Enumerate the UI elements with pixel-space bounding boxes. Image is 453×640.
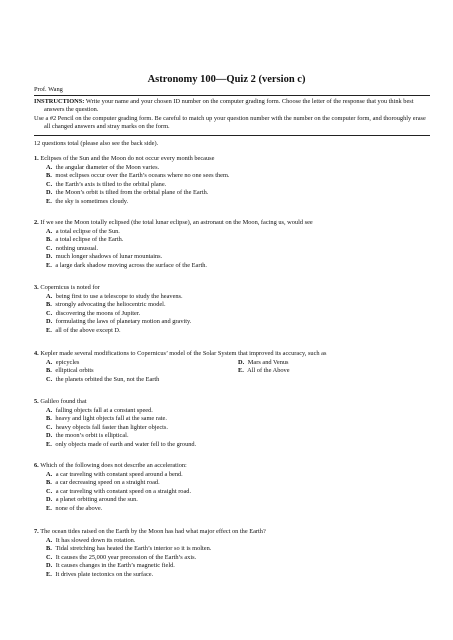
answer-option — [34, 432, 430, 441]
option-letter: D. — [46, 432, 53, 440]
option-letter: D. — [46, 189, 53, 197]
answer-option-row — [34, 367, 430, 376]
option-text: a total eclipse of the Sun. — [55, 227, 120, 235]
answer-option — [34, 301, 430, 310]
page-title: Astronomy 100—Quiz 2 (version c) — [147, 74, 306, 85]
option-text: It causes changes in the Earth’s magnetic field. — [55, 562, 175, 570]
question-number: 6. — [34, 462, 39, 469]
answer-option — [34, 424, 430, 433]
option-letter: E. — [46, 197, 52, 205]
option-text: nothing unusual. — [55, 244, 99, 252]
answer-option — [34, 164, 430, 173]
option-text: the Earth’s axis is tilted to the orbital plane. — [55, 180, 167, 188]
question-stem — [34, 155, 430, 164]
option-letter: A. — [46, 292, 53, 300]
answer-option — [34, 488, 430, 497]
bottom-rule — [34, 135, 430, 136]
answer-option — [34, 236, 430, 245]
option-text: formulating the laws of planetary motion and gravity. — [55, 318, 192, 326]
total-note: 12 questions total (please also see the back side). — [34, 140, 159, 147]
question-text: Galileo found that — [40, 398, 87, 405]
option-text: Mars and Venus — [247, 358, 289, 366]
option-text: being first to use a telescope to study the heavens. — [55, 292, 183, 300]
option-letter: B. — [46, 415, 52, 423]
option-letter: E. — [46, 326, 52, 334]
option-letter: A. — [46, 227, 53, 235]
option-letter: B. — [46, 367, 52, 375]
question-stem — [34, 462, 430, 471]
option-text: heavy objects fall faster than lighter objects. — [55, 423, 168, 431]
option-letter: D. — [46, 253, 53, 261]
answer-option — [34, 471, 430, 480]
option-letter: B. — [46, 545, 52, 553]
option-letter: E. — [46, 570, 52, 578]
instructions-line-2: Use a #2 Pencil on the computer grading form. Be careful to match up your question number with the number on the computer form, and thoroughly erase all changed answers and stray marks on the form. — [34, 114, 426, 131]
answer-option — [34, 262, 430, 271]
option-text: a car decreasing speed on a straight road. — [55, 479, 160, 487]
question-stem — [34, 284, 430, 293]
answer-option — [34, 537, 430, 546]
top-rule — [34, 95, 430, 96]
question-text: Which of the following does not describe an acceleration: — [40, 462, 187, 469]
option-text: the Moon’s orbit is tilted from the orbital plane of the Earth. — [55, 189, 209, 197]
answer-option — [34, 318, 430, 327]
answer-option — [34, 407, 430, 416]
question-number: 3. — [34, 284, 39, 291]
question-number: 5. — [34, 398, 39, 405]
answer-option — [34, 253, 430, 262]
answer-option — [46, 367, 238, 376]
instructions-text-1: Write your name and your chosen ID number on the computer grading form. Choose the letter of the response that you think best answers the question. — [44, 98, 414, 114]
answer-option-row — [34, 359, 430, 368]
answer-option — [34, 554, 430, 563]
option-letter: A. — [46, 470, 53, 478]
answer-option — [34, 245, 430, 254]
option-text: all of the above except D. — [55, 326, 121, 334]
question-number: 1. — [34, 155, 39, 162]
option-text: All of the Above — [247, 367, 290, 375]
option-letter: D. — [238, 358, 245, 366]
option-letter: C. — [46, 423, 53, 431]
option-text: a total eclipse of the Earth. — [55, 236, 124, 244]
option-letter: B. — [46, 172, 52, 180]
option-text: the angular diameter of the Moon varies. — [55, 163, 160, 171]
answer-option — [34, 181, 430, 190]
question-6 — [34, 462, 430, 513]
question-stem — [34, 219, 430, 228]
option-text: a large dark shadow moving across the surface of the Earth. — [55, 261, 207, 269]
answer-option — [34, 327, 430, 336]
option-letter: C. — [46, 487, 53, 495]
option-text: a car traveling with constant speed on a straight road. — [55, 487, 192, 495]
option-text: much longer shadows of lunar mountains. — [55, 253, 163, 261]
answer-option — [34, 479, 430, 488]
option-letter: B. — [46, 479, 52, 487]
question-number: 7. — [34, 528, 39, 535]
question-stem — [34, 398, 430, 407]
option-text: It has slowed down its rotation. — [55, 536, 136, 544]
option-text: heavy and light objects fall at the same rate. — [55, 415, 167, 423]
option-text: none of the above. — [55, 504, 103, 512]
option-letter: E. — [46, 504, 52, 512]
option-letter: B. — [46, 301, 52, 309]
question-text: Kepler made several modifications to Copernicus’ model of the Solar System that improved its accuracy, such as — [40, 350, 327, 357]
option-letter: C. — [46, 244, 53, 252]
option-text: the sky is sometimes cloudy. — [55, 197, 129, 205]
option-text: only objects made of earth and water fell to the ground. — [55, 440, 197, 448]
option-text: epicycles — [55, 358, 80, 366]
question-stem — [34, 350, 430, 359]
option-letter: D. — [46, 496, 53, 504]
question-7 — [34, 528, 430, 579]
answer-option — [34, 415, 430, 424]
instructions-label: INSTRUCTIONS: — [34, 98, 85, 105]
option-text: falling objects fall at a constant speed. — [55, 406, 153, 414]
option-text: a car traveling with constant speed around a bend. — [55, 470, 183, 478]
option-text: a planet orbiting around the sun. — [55, 496, 138, 504]
option-letter: A. — [46, 163, 53, 171]
option-letter: E. — [238, 367, 244, 375]
professor-name: Prof. Wang — [34, 86, 63, 93]
answer-option — [34, 228, 430, 237]
answer-option — [34, 293, 430, 302]
option-letter: C. — [46, 375, 53, 383]
answer-option — [34, 571, 430, 580]
answer-option — [34, 505, 430, 514]
option-text: It drives plate tectonics on the surface. — [55, 570, 154, 578]
option-letter: B. — [46, 236, 52, 244]
option-text: the moon’s orbit is elliptical. — [55, 432, 129, 440]
option-letter: A. — [46, 358, 53, 366]
answer-option — [34, 496, 430, 505]
option-text: strongly advocating the heliocentric model. — [55, 301, 166, 309]
answer-option — [238, 359, 408, 368]
question-5 — [34, 398, 430, 449]
option-letter: C. — [46, 553, 53, 561]
option-text: discovering the moons of Jupiter. — [55, 309, 141, 317]
question-1 — [34, 155, 430, 206]
option-letter: E. — [46, 261, 52, 269]
answer-option — [34, 562, 430, 571]
option-text: It causes the 25,000 year precession of the Earth’s axis. — [55, 553, 197, 561]
option-text: elliptical orbits — [55, 367, 94, 375]
option-letter: C. — [46, 309, 53, 317]
question-text: If we see the Moon totally eclipsed (the total lunar eclipse), an astronaut on the Moon, facing us, would see — [40, 219, 313, 226]
question-text: The ocean tides raised on the Earth by the Moon has had what major effect on the Earth? — [40, 528, 266, 535]
question-text: Eclipses of the Sun and the Moon do not occur every month because — [40, 155, 215, 162]
option-text: most eclipses occur over the Earth’s oceans where no one sees them. — [55, 172, 230, 180]
option-letter: D. — [46, 318, 53, 326]
option-letter: A. — [46, 406, 53, 414]
answer-option — [34, 189, 430, 198]
answer-option — [34, 545, 430, 554]
answer-option — [34, 310, 430, 319]
answer-option — [34, 198, 430, 207]
option-letter: C. — [46, 180, 53, 188]
question-text: Copernicus is noted for — [40, 284, 100, 291]
question-stem — [34, 528, 430, 537]
question-number: 4. — [34, 350, 39, 357]
answer-option — [34, 376, 430, 385]
option-text: Tidal stretching has heated the Earth’s interior so it is molten. — [55, 545, 212, 553]
answer-option — [46, 359, 238, 368]
question-3 — [34, 284, 430, 335]
answer-option — [34, 172, 430, 181]
instructions-line-1 — [34, 98, 432, 115]
instructions-block — [34, 98, 432, 132]
answer-option — [34, 441, 430, 450]
question-number: 2. — [34, 219, 39, 226]
option-letter: D. — [46, 562, 53, 570]
option-letter: A. — [46, 536, 53, 544]
question-2 — [34, 219, 430, 270]
answer-option — [238, 367, 408, 376]
question-4 — [34, 350, 430, 384]
option-letter: E. — [46, 440, 52, 448]
option-text: the planets orbited the Sun, not the Earth — [55, 375, 160, 383]
